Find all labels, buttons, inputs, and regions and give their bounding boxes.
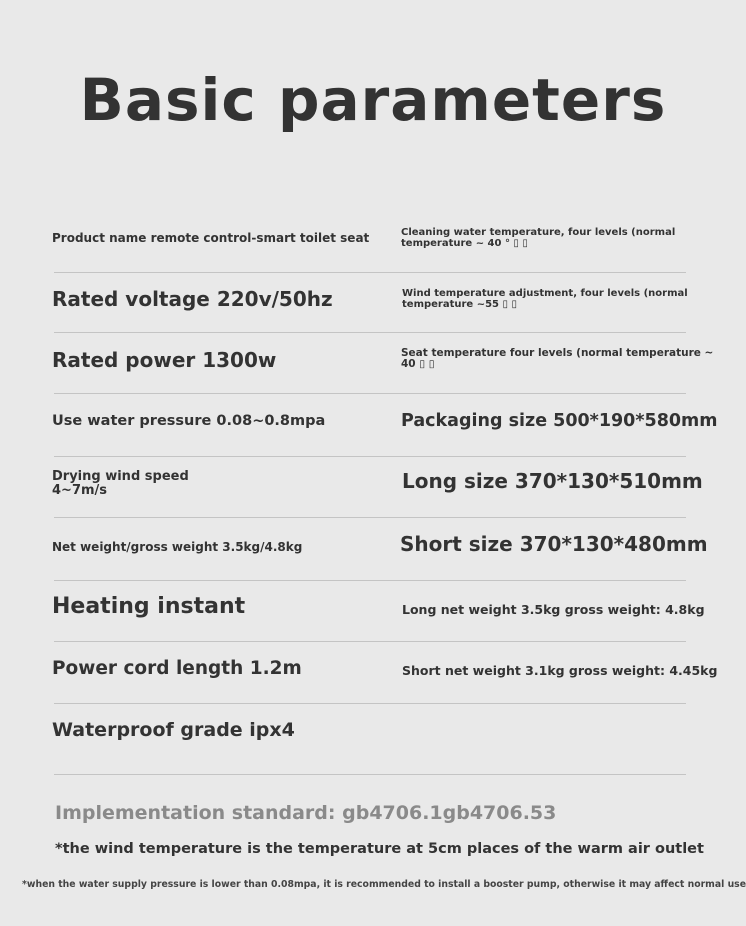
param-short-size: Short size 370*130*480mm [400,532,708,556]
water-pressure-note: *when the water supply pressure is lower than 0.08mpa, it is recommended to install a booster pump, otherwise it may affect normal use [22,879,746,890]
param-long-net-weight: Long net weight 3.5kg gross weight: 4.8kg [402,602,705,617]
row-divider [54,703,686,704]
param-seat-temperature: Seat temperature four levels (normal temperature ~ 40 ▯ ▯ [401,347,714,371]
row-divider [54,641,686,642]
row-divider [54,517,686,518]
row-divider [54,774,686,775]
param-packaging-size: Packaging size 500*190*580mm [401,411,718,431]
param-net-gross-weight: Net weight/gross weight 3.5kg/4.8kg [52,540,303,554]
param-waterproof-grade: Waterproof grade ipx4 [52,719,295,741]
param-long-size: Long size 370*130*510mm [402,469,703,493]
param-heating: Heating instant [52,594,246,619]
param-rated-voltage: Rated voltage 220v/50hz [52,287,333,311]
row-divider [54,580,686,581]
row-divider [54,272,686,273]
row-divider [54,456,686,457]
row-divider [54,393,686,394]
param-drying-wind-speed: Drying wind speed 4~7m/s [52,469,189,498]
param-cleaning-water-temperature: Cleaning water temperature, four levels (normal temperature ~ 40 ° ▯ ▯ [401,227,676,249]
page-title: Basic parameters [79,66,667,134]
param-power-cord-length: Power cord length 1.2m [52,658,302,679]
param-rated-power: Rated power 1300w [52,348,277,372]
param-wind-temperature: Wind temperature adjustment, four levels (normal temperature ~55 ▯ ▯ [402,288,688,310]
param-water-pressure: Use water pressure 0.08~0.8mpa [52,413,326,429]
wind-temperature-note: *the wind temperature is the temperature at 5cm places of the warm air outlet [55,841,704,857]
row-divider [54,332,686,333]
param-short-net-weight: Short net weight 3.1kg gross weight: 4.45kg [402,663,718,678]
implementation-standard: Implementation standard: gb4706.1gb4706.53 [55,802,557,824]
param-product-name: Product name remote control-smart toilet seat [52,231,370,245]
